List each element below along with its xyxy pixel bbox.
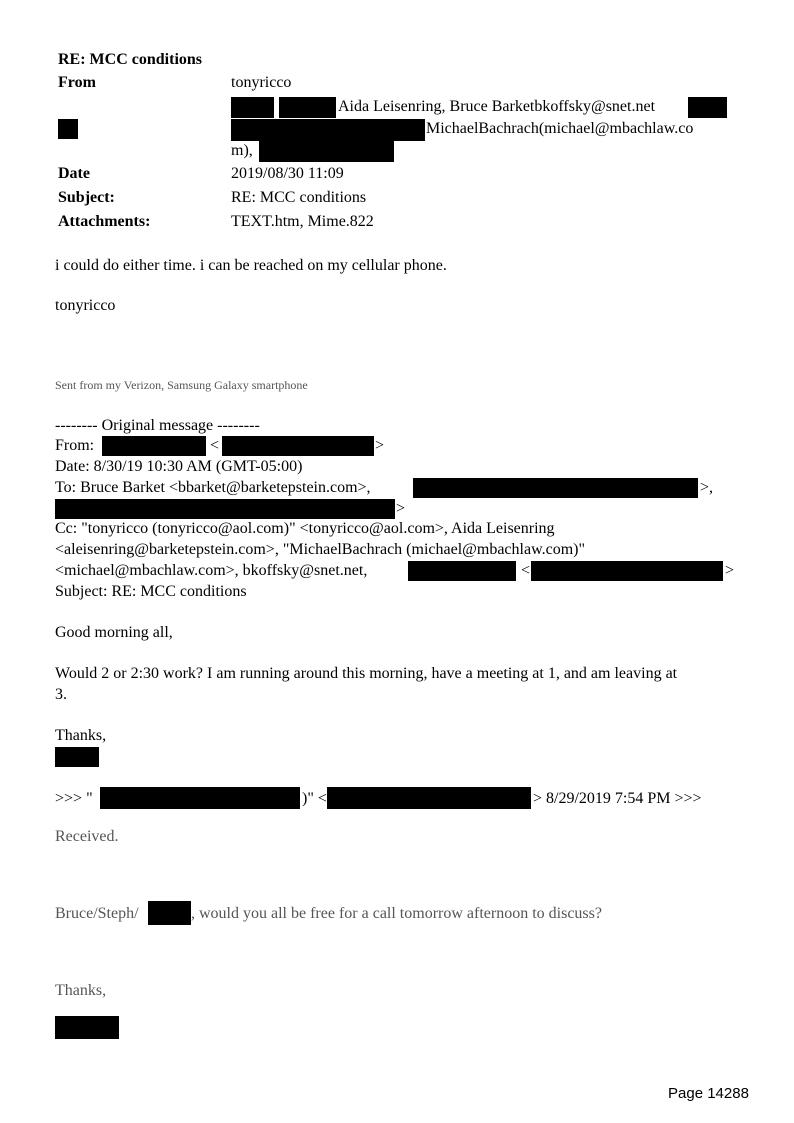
redaction [279,97,336,118]
redaction [327,787,531,809]
original-cc-gt: > [725,562,735,579]
original-body-line-2: 3. [55,686,67,703]
email-title: RE: MCC conditions [58,51,203,68]
original-from-gt: > [375,437,385,454]
redaction [531,561,723,581]
page-number: Page 14288 [668,1085,749,1102]
redaction [58,119,78,139]
original-to-line-1: To: Bruce Barket <bbarket@barketepstein.com>, [55,479,371,496]
redaction [55,747,99,767]
date-value: 2019/08/30 11:09 [231,165,344,182]
redaction [55,1016,119,1039]
original-greeting: Good morning all, [55,624,173,641]
date-label: Date [58,165,90,182]
sent-from-note: Sent from my Verizon, Samsung Galaxy smartphone [55,378,308,392]
redaction [231,119,425,141]
redaction [408,561,516,581]
redaction [688,97,727,118]
original-date: Date: 8/30/19 10:30 AM (GMT-05:00) [55,458,303,475]
redaction [55,499,395,519]
to-line-1: Aida Leisenring, Bruce Barketbkoffsky@snet.net [338,98,656,115]
redaction [259,141,394,162]
redaction [222,436,374,456]
quoted-thanks: Thanks, [55,982,107,999]
original-cc-line-1: Cc: "tonyricco (tonyricco@aol.com)" <tonyricco@aol.com>, Aida Leisenring [55,520,555,537]
from-value: tonyricco [231,74,292,91]
attachments-label: Attachments: [58,213,151,230]
subject-label: Subject: [58,189,115,206]
redaction [148,901,191,925]
original-cc-line-2: <aleisenring@barketepstein.com>, "MichaelBachrach (michael@mbachlaw.com)" [55,541,585,558]
original-from-label: From: [55,437,95,454]
attachments-value: TEXT.htm, Mime.822 [231,213,374,230]
to-line-3: m), [231,142,253,159]
original-from-lt: < [210,437,220,454]
original-to-line-2-end: > [396,500,406,517]
quoted-received: Received. [55,828,119,845]
reply-text: i could do either time. i can be reached on my cellular phone. [55,257,447,274]
quoted-mid: )" < [302,790,327,807]
original-subject: Subject: RE: MCC conditions [55,583,247,600]
original-cc-lt: < [521,562,531,579]
subject-value: RE: MCC conditions [231,189,367,206]
original-cc-line-3: <michael@mbachlaw.com>, bkoffsky@snet.net, [55,562,368,579]
quoted-question-end: , would you all be free for a call tomorrow afternoon to discuss? [191,905,602,922]
quoted-prefix: >>> " [55,790,93,807]
redaction [102,436,206,456]
original-to-line-1-end: >, [700,479,714,496]
redaction [413,478,698,498]
from-label: From [58,74,96,91]
original-thanks: Thanks, [55,727,107,744]
quoted-question-start: Bruce/Steph/ [55,905,139,922]
quoted-suffix: > 8/29/2019 7:54 PM >>> [533,790,702,807]
original-separator: -------- Original message -------- [55,417,260,434]
reply-signature: tonyricco [55,297,116,314]
redaction [100,787,300,809]
redaction [231,97,274,118]
original-body-line-1: Would 2 or 2:30 work? I am running around this morning, have a meeting at 1, and am leaving at [55,665,678,682]
to-line-2: MichaelBachrach(michael@mbachlaw.co [426,120,694,137]
